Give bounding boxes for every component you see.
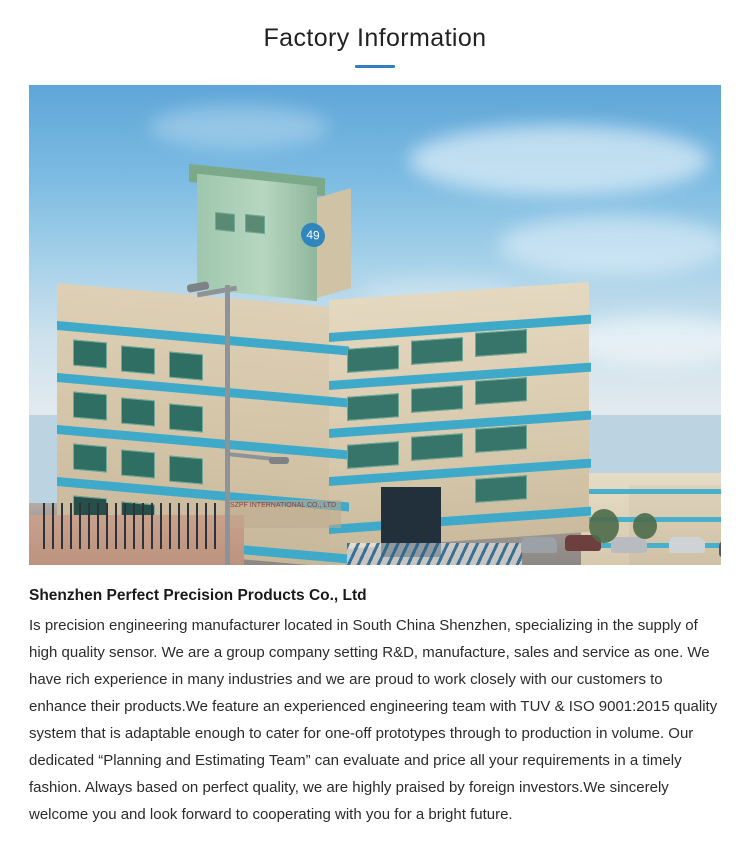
building-stripe	[581, 489, 721, 494]
company-name: Shenzhen Perfect Precision Products Co., Ltd	[29, 587, 367, 604]
window	[475, 329, 527, 357]
factory-photo	[29, 85, 721, 565]
parked-car	[611, 537, 647, 553]
cloud	[499, 215, 721, 275]
sliding-gate	[347, 543, 522, 565]
window	[411, 385, 463, 413]
parked-car	[669, 537, 705, 553]
factory-photo-canvas	[29, 85, 721, 565]
window	[169, 456, 203, 485]
parked-motorbike	[719, 541, 721, 557]
company-sign: SZPF INTERNATIONAL CO., LTD	[225, 500, 341, 528]
window	[73, 444, 107, 473]
window	[475, 377, 527, 405]
window	[411, 433, 463, 461]
window	[245, 214, 265, 234]
window	[347, 441, 399, 469]
window	[215, 212, 235, 232]
company-info-block	[29, 583, 721, 828]
parked-car	[521, 537, 557, 553]
window	[475, 475, 527, 503]
building-number-badge: 49	[301, 222, 325, 248]
tree	[589, 509, 619, 543]
window	[347, 345, 399, 373]
roof-structure	[197, 174, 317, 302]
window	[169, 404, 203, 433]
window	[73, 392, 107, 421]
window	[121, 450, 155, 479]
window	[73, 340, 107, 369]
metal-fence	[43, 503, 223, 549]
cloud	[149, 105, 329, 149]
window	[475, 425, 527, 453]
cloud	[409, 125, 709, 195]
window	[411, 337, 463, 365]
page-title: Factory Information	[263, 24, 487, 52]
window	[121, 398, 155, 427]
street-lamp-pole	[225, 285, 230, 565]
window	[121, 346, 155, 375]
window	[347, 393, 399, 421]
window	[169, 352, 203, 381]
tree	[633, 513, 657, 539]
company-description: Is precision engineering manufacturer located in South China Shenzhen, specializing in the supply of high quality sensor. We are a group company setting R&D, manufacture, sales and service as one. We have rich experience in many industries and we are proud to work closely with our customers to enhance their products.We feature an experienced engineering team with TUV & ISO 9001:2015 quality system that is adaptable enough to cater for one-off prototypes through to production in volume. Our dedicated “Planning and Estimating Team” can evaluate and price all your requirements in a timely fashion. Always based on perfect quality, we are highly praised by foreign investors.We sincerely welcome you and look forward to cooperating with you for a bright future.	[29, 617, 718, 823]
title-underline	[355, 65, 395, 68]
street-lamp-head	[269, 457, 289, 464]
